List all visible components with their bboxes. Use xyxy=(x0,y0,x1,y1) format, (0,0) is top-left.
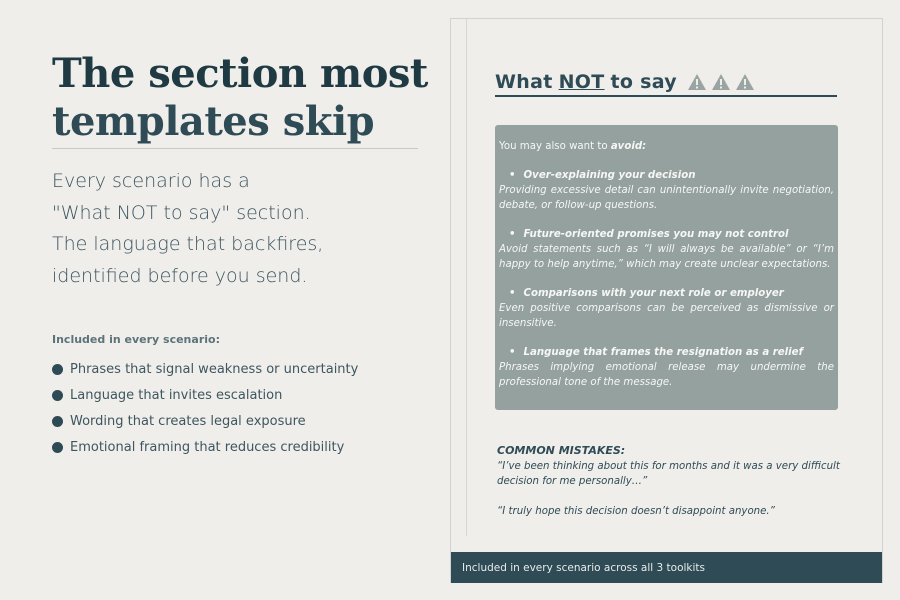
avoid-item-body: Avoid statements such as “I will always be available” or “I’m happy to help anytime,” which may create unclear expectations. xyxy=(499,244,834,270)
list-item xyxy=(52,408,358,434)
avoid-item-body: Providing excessive detail can unintentionally invite negotiation, debate, or follow-up questions. xyxy=(499,185,834,211)
warning-icon xyxy=(687,73,707,91)
intro-line: The language that backfires, xyxy=(52,233,324,255)
bullet-dot-icon xyxy=(52,364,63,375)
list-item xyxy=(52,356,358,382)
intro-text xyxy=(52,166,422,292)
list-item xyxy=(52,382,358,408)
avoid-item-heading: • Future-oriented promises you may not control xyxy=(499,227,834,242)
list-item xyxy=(499,345,834,390)
list-item xyxy=(499,286,834,331)
list-item xyxy=(499,227,834,272)
warning-icon xyxy=(735,73,755,91)
preview-card xyxy=(450,18,883,583)
list-item-label: Emotional framing that reduces credibility xyxy=(70,439,345,455)
included-label: Included in every scenario: xyxy=(52,333,220,346)
list-item-label: Phrases that signal weakness or uncertainty xyxy=(70,361,359,377)
avoid-item-heading: • Over-explaining your decision xyxy=(499,168,834,183)
card-title-not: NOT xyxy=(558,71,605,93)
list-item-label: Language that invites escalation xyxy=(70,387,283,403)
mistake-quote: “I’ve been thinking about this for months and it was a very difficult decision for me personally…” xyxy=(497,461,840,487)
intro-line: Every scenario has a xyxy=(52,170,250,192)
headline-line-2: templates skip xyxy=(52,98,375,145)
page-title xyxy=(52,50,428,146)
card-title xyxy=(495,71,755,93)
list-item xyxy=(52,434,358,460)
avoid-intro xyxy=(499,139,834,154)
divider xyxy=(52,148,418,149)
list-item-label: Wording that creates legal exposure xyxy=(70,413,306,429)
avoid-item-body: Even positive comparisons can be perceived as dismissive or insensitive. xyxy=(499,303,834,329)
card-footer: Included in every scenario across all 3 toolkits xyxy=(451,552,882,583)
intro-line: "What NOT to say" section. xyxy=(52,201,311,224)
avoid-item-body: Phrases implying emotional release may undermine the professional tone of the message. xyxy=(499,362,834,388)
card-title-post: to say xyxy=(610,71,677,93)
avoid-intro-text: You may also want to xyxy=(499,141,611,152)
warning-icon xyxy=(711,73,731,91)
avoid-intro-bold: avoid: xyxy=(610,141,647,152)
intro-line: identified before you send. xyxy=(52,264,308,287)
common-mistakes xyxy=(497,443,842,519)
bullet-dot-icon xyxy=(52,442,63,453)
card-margin-line xyxy=(466,19,467,536)
feature-list xyxy=(52,356,358,460)
mistakes-heading: COMMON MISTAKES: xyxy=(497,444,626,457)
bullet-dot-icon xyxy=(52,390,63,401)
avoid-item-heading: • Comparisons with your next role or employer xyxy=(499,286,834,301)
avoid-box xyxy=(495,125,838,410)
avoid-item-heading: • Language that frames the resignation as a relief xyxy=(499,345,834,360)
list-item xyxy=(499,168,834,213)
headline xyxy=(52,50,428,146)
card-title-pre: What xyxy=(495,71,553,93)
title-underline xyxy=(495,95,837,97)
headline-line-1: The section most xyxy=(52,50,428,97)
bullet-dot-icon xyxy=(52,416,63,427)
mistake-quote: “I truly hope this decision doesn’t disappoint anyone.” xyxy=(497,506,775,517)
